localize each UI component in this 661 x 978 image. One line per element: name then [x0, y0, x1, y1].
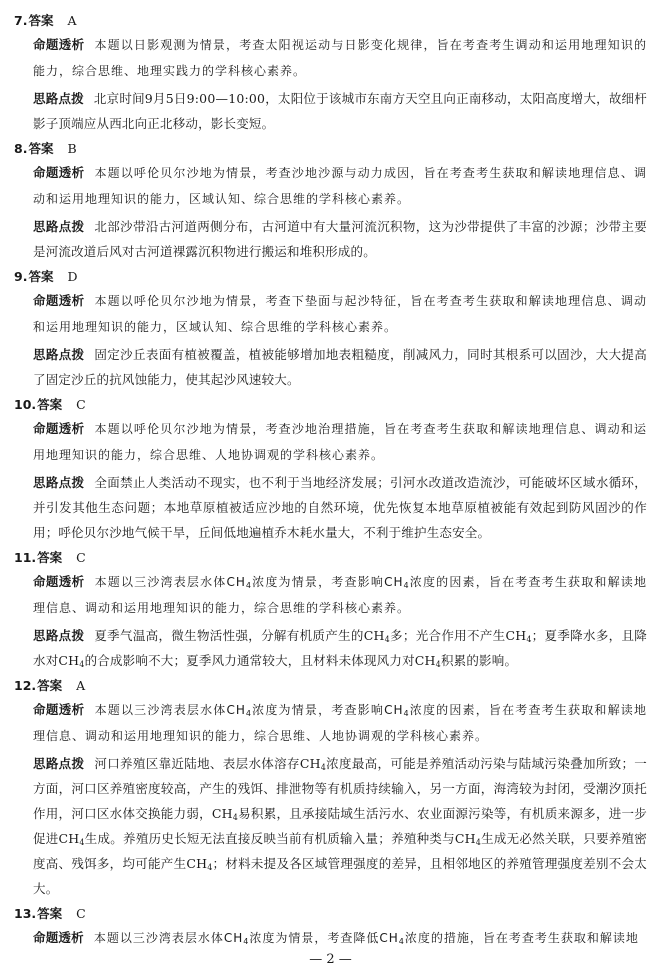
hint-label: 思路点拨 — [33, 347, 85, 362]
hint-label: 思路点拨 — [33, 475, 85, 490]
analysis-text: 本题以三沙湾表层水体$CH_4$浓度为情景，考查影响$CH_4$浓度的因素，旨在考查考生获取和解读地理信息、调动和运用地理知识的能力，综合思维、人地协调观的学科核心素养。 — [33, 703, 647, 743]
hint-text: 固定沙丘表面有植被覆盖，植被能够增加地表粗糙度，削减风力，同时其根系可以固沙，大大提高了固定沙丘的抗风蚀能力，使其起沙风速较大。 — [33, 347, 647, 387]
hint-text: 河口养殖区靠近陆地、表层水体溶存$CH_4$浓度最高，可能是养殖活动污染与陆域污染叠加所致；一方面，河口区养殖密度较高，产生的残饵、排泄物等有机质持续输入，另一方面，海湾较为封闭，受潮汐顶托作用，河口区水体交换能力弱，$CH_4$易积累，且承接陆域生活污水、农业面源污染等，有机质来源多，进一步促进$CH_4$生成。养殖历史长短无法直接反映当前有机质输入量；养殖种类与$CH_4$生成无必然关联，只要养殖密度高、残饵多，均可能产生$CH_4$；材料未提及各区域管理强度的差异，且相邻地区的养殖管理强度差别不会太大。 — [33, 756, 647, 896]
analysis-label: 命题透析 — [33, 165, 85, 180]
hint-paragraph — [14, 751, 647, 901]
question-number: 12. — [14, 678, 37, 693]
analysis-text: 本题以呼伦贝尔沙地为情景，考查沙地沙源与动力成因，旨在考查考生获取和解读地理信息、调动和运用地理知识的能力，区域认知、综合思维的学科核心素养。 — [33, 166, 647, 206]
answer-label: 答案 — [37, 678, 63, 693]
hint-label: 思路点拨 — [33, 91, 84, 106]
analysis-text: 本题以呼伦贝尔沙地为情景，考查下垫面与起沙特征，旨在考查考生获取和解读地理信息、调动和运用地理知识的能力，区域认知、综合思维的学科核心素养。 — [33, 294, 647, 334]
question-header — [14, 396, 647, 413]
analysis-text: 本题以三沙湾表层水体$CH_4$浓度为情景，考查降低$CH_4$浓度的措施，旨在考查考生获取和解读地 — [93, 931, 639, 946]
hint-paragraph — [14, 214, 647, 264]
analysis-paragraph — [14, 416, 647, 468]
hint-label: 思路点拨 — [33, 756, 85, 771]
answer-label: 答案 — [37, 397, 63, 412]
analysis-text: 本题以日影观测为情景，考查太阳视运动与日影变化规律，旨在考查考生调动和运用地理知识的能力，综合思维、地理实践力的学科核心素养。 — [33, 38, 647, 78]
answer-label: 答案 — [28, 269, 54, 284]
analysis-text: 本题以呼伦贝尔沙地为情景，考查沙地治理措施，旨在考查考生获取和解读地理信息、调动和运用地理知识的能力，综合思维、人地协调观的学科核心素养。 — [33, 422, 647, 462]
analysis-label: 命题透析 — [33, 574, 85, 589]
question-number: 9. — [14, 269, 28, 284]
answer-choice: A — [67, 13, 77, 28]
question-header — [14, 268, 647, 285]
question-header — [14, 12, 647, 29]
answer-choice: B — [67, 141, 77, 156]
page-number: — 2 — — [309, 952, 352, 967]
analysis-text: 本题以三沙湾表层水体$CH_4$浓度为情景，考查影响$CH_4$浓度的因素，旨在考查考生获取和解读地理信息、调动和运用地理知识的能力，综合思维的学科核心素养。 — [33, 575, 647, 615]
answer-label: 答案 — [37, 906, 63, 921]
analysis-label: 命题透析 — [33, 37, 85, 52]
answer-choice: C — [76, 906, 86, 921]
question-number: 13. — [14, 906, 37, 921]
analysis-label: 命题透析 — [33, 421, 85, 436]
hint-paragraph — [14, 86, 647, 136]
question-number: 7. — [14, 13, 28, 28]
answer-label: 答案 — [37, 550, 63, 565]
question-header — [14, 905, 647, 922]
hint-label: 思路点拨 — [33, 219, 85, 234]
analysis-paragraph — [14, 925, 647, 951]
analysis-paragraph — [14, 288, 647, 340]
question-list — [14, 12, 647, 951]
answer-label: 答案 — [28, 13, 54, 28]
analysis-paragraph — [14, 160, 647, 212]
hint-text: 夏季气温高，微生物活性强，分解有机质产生的$CH_4$多；光合作用不产生$CH_4$；夏季降水多，且降水对$CH_4$的合成影响不大；夏季风力通常较大，且材料未体现风力对$CH_4$积累的影响。 — [33, 628, 647, 669]
analysis-paragraph — [14, 32, 647, 84]
answer-choice: A — [76, 678, 86, 693]
answer-choice: C — [76, 550, 86, 565]
question-number: 11. — [14, 550, 37, 565]
hint-paragraph — [14, 342, 647, 392]
hint-text: 北部沙带沿古河道两侧分布，古河道中有大量河流沉积物，这为沙带提供了丰富的沙源；沙带主要是河流改道后风对古河道裸露沉积物进行搬运和堆积形成的。 — [33, 219, 647, 259]
hint-paragraph — [14, 470, 647, 545]
question-header — [14, 549, 647, 566]
hint-paragraph — [14, 623, 647, 673]
answer-choice: C — [76, 397, 86, 412]
analysis-paragraph — [14, 569, 647, 621]
question-header — [14, 677, 647, 694]
answer-label: 答案 — [28, 141, 54, 156]
hint-label: 思路点拨 — [33, 628, 85, 643]
question-number: 10. — [14, 397, 37, 412]
analysis-label: 命题透析 — [33, 702, 85, 717]
hint-text: 北京时间9月5日9:00—10:00，太阳位于该城市东南方天空且向正南移动，太阳高度增大，故细杆影子顶端应从西北向正北移动，影长变短。 — [33, 91, 647, 131]
analysis-paragraph — [14, 697, 647, 749]
analysis-label: 命题透析 — [33, 293, 85, 308]
answer-choice: D — [67, 269, 78, 284]
question-number: 8. — [14, 141, 28, 156]
question-header — [14, 140, 647, 157]
analysis-label: 命题透析 — [33, 930, 84, 945]
hint-text: 全面禁止人类活动不现实，也不利于当地经济发展；引河水改道改造流沙，可能破坏区域水循环，并引发其他生态问题；本地草原植被适应沙地的自然环境，优先恢复本地草原植被能有效起到防风固沙的作用；呼伦贝尔沙地气候干旱，丘间低地遍植乔木耗水量大，不利于维护生态安全。 — [33, 475, 647, 540]
